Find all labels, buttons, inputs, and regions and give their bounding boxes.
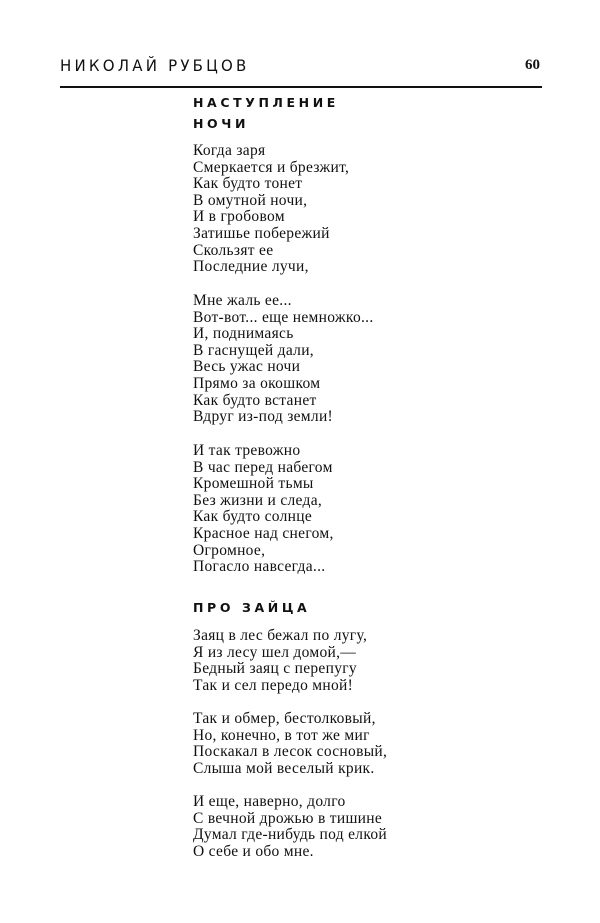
verse-line: В омутной ночи, (193, 191, 308, 209)
poem-title (193, 597, 310, 618)
verse-line: С вечной дрожью в тишине (193, 809, 383, 827)
verse-line: Последние лучи, (193, 258, 309, 276)
verse-line: Прямо за окошком (193, 374, 321, 392)
verse-line: Красное над снегом, (193, 524, 334, 542)
page-number: 60 (525, 57, 540, 73)
verse-line: Как будто тонет (193, 175, 303, 193)
stanza (193, 628, 367, 694)
running-head-author: НИКОЛАЙ РУБЦОВ (60, 56, 250, 76)
verse-line: Огромное, (193, 541, 266, 559)
verse-line: Скользят ее (193, 241, 274, 259)
verse-line: Вот-вот... еще немножко... (193, 308, 374, 326)
verse-line: Но, конечно, в тот же миг (193, 726, 370, 744)
stanza (193, 711, 387, 777)
verse-line: И в гробовом (193, 208, 285, 226)
poem-title (193, 92, 339, 134)
stanza (193, 143, 349, 276)
verse-line: Когда заря (193, 142, 266, 159)
verse-line: И так тревожно (193, 442, 301, 459)
verse-line: Без жизни и следа, (193, 491, 323, 509)
verse-line: В гаснущей дали, (193, 341, 314, 359)
stanza (193, 794, 387, 860)
verse-line: Мне жаль ее... (193, 292, 292, 309)
verse-line: Вдруг из-под земли! (193, 408, 334, 426)
title-line: ПРО ЗАЙЦА (193, 600, 311, 615)
verse-line: Затишье побережий (193, 224, 330, 242)
verse-line: Погасло навсегда... (193, 558, 326, 576)
verse-line: Слыша мой веселый крик. (193, 759, 375, 777)
verse-line: Я из лесу шел домой,— (193, 643, 357, 661)
verse-line: О себе и обо мне. (193, 842, 314, 860)
verse-line: И, поднимаясь (193, 325, 294, 343)
verse-line: Как будто встанет (193, 391, 317, 409)
verse-line: Кромешной тьмы (193, 475, 314, 493)
verse-line: Смеркается и брезжит, (193, 158, 350, 176)
verse-line: Заяц в лес бежал по лугу, (193, 627, 368, 644)
verse-line: Так и сел передо мной! (193, 676, 354, 694)
verse-line: Поскакал в лесок сосновый, (193, 743, 388, 761)
stanza (193, 293, 374, 426)
verse-line: И еще, наверно, долго (193, 793, 346, 810)
stanza (193, 443, 334, 576)
verse-line: Бедный заяц с перепугу (193, 660, 357, 678)
header-rule (60, 86, 542, 88)
verse-line: Как будто солнце (193, 508, 312, 526)
verse-line: Думал где-нибудь под елкой (193, 826, 388, 844)
verse-line: Так и обмер, бестолковый, (193, 710, 376, 727)
verse-line: Весь ужас ночи (193, 358, 301, 376)
verse-line: В час перед набегом (193, 458, 333, 476)
title-line: НОЧИ (193, 116, 250, 131)
title-line: НАСТУПЛЕНИЕ (193, 95, 339, 110)
